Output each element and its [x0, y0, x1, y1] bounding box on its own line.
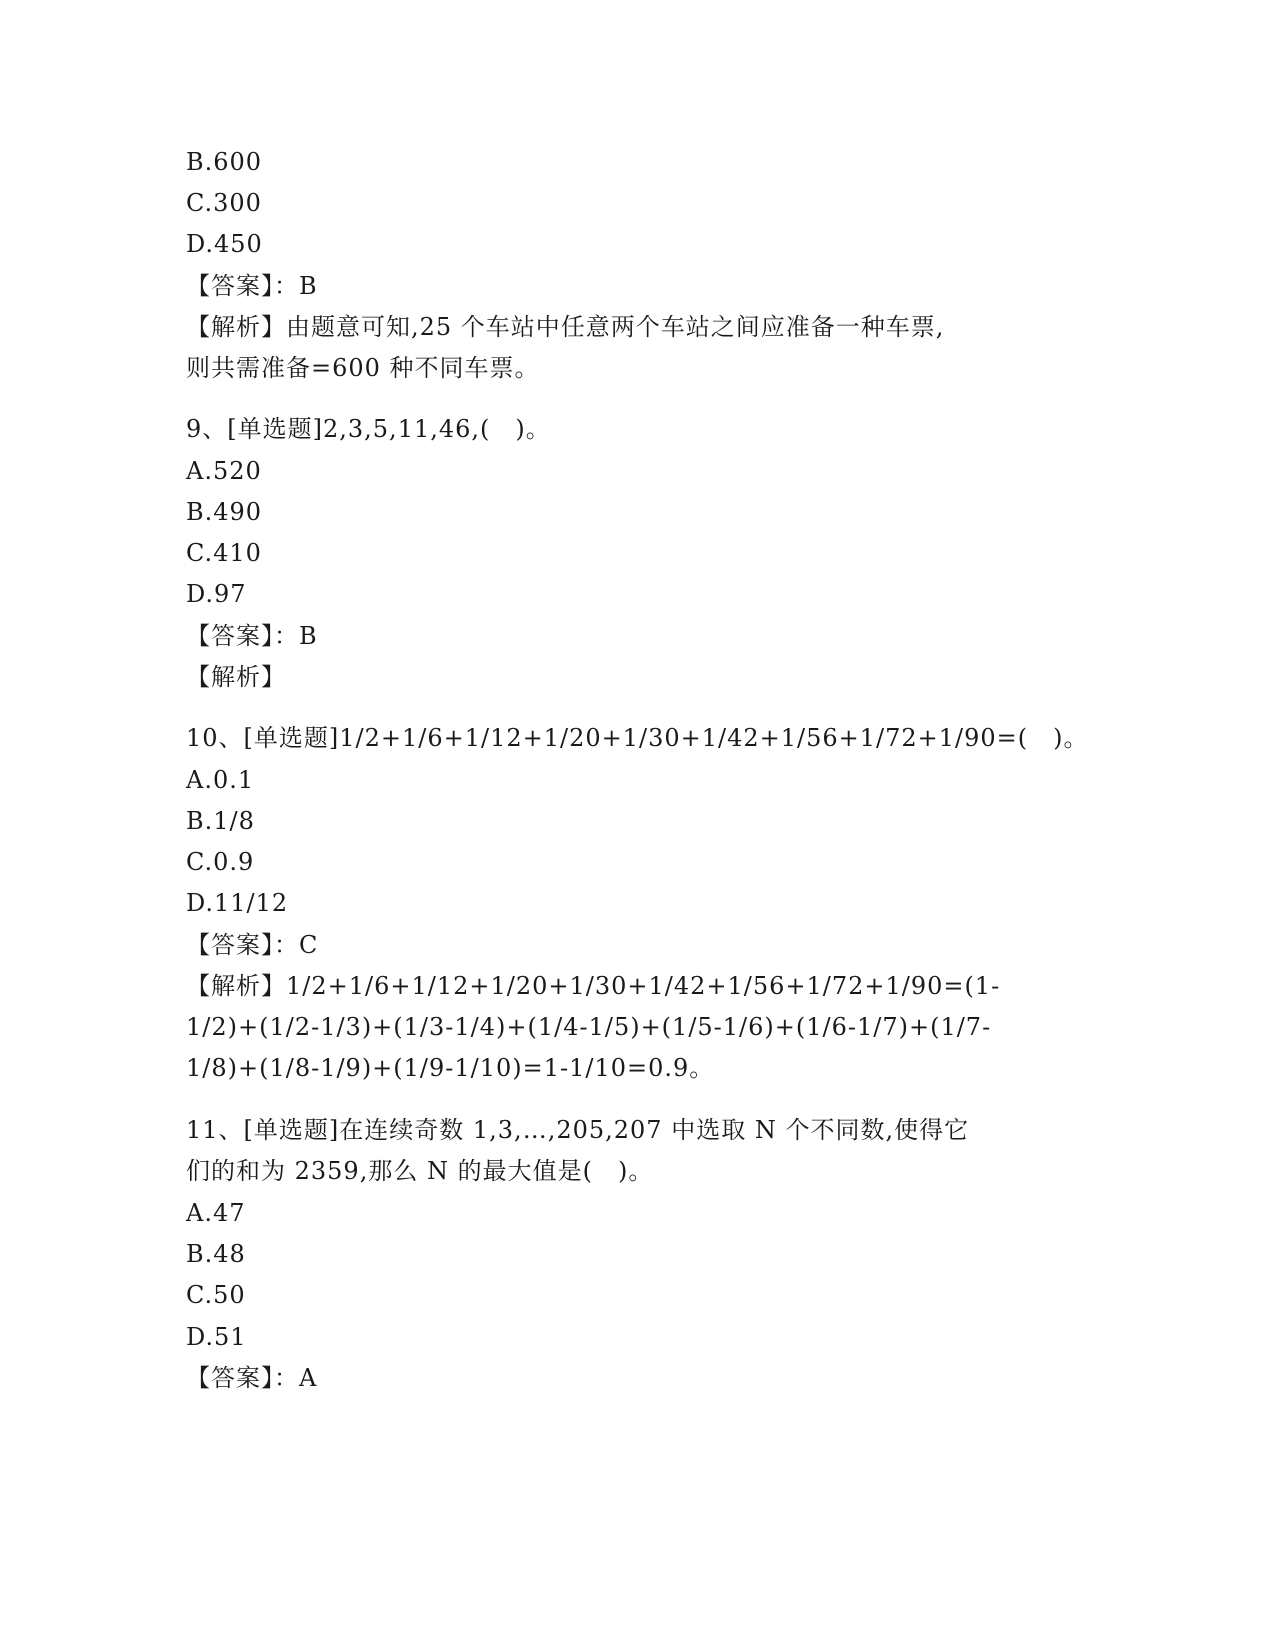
- option-c-q10: C.0.9: [186, 848, 255, 876]
- option-d-q8: D.450: [186, 230, 263, 258]
- option-b-q9: B.490: [186, 498, 263, 526]
- option-c-q11: C.50: [186, 1281, 246, 1309]
- analysis-q8-line2: 则共需准备=600 种不同车票。: [186, 354, 540, 382]
- option-a-q9: A.520: [186, 457, 262, 485]
- answer-q11: 【答案】：A: [186, 1364, 318, 1392]
- analysis-q10-line1: 【解析】1/2+1/6+1/12+1/20+1/30+1/42+1/56+1/72+1/90=(1-: [186, 972, 1001, 1000]
- option-d-q11: D.51: [186, 1323, 247, 1351]
- answer-q10: 【答案】：C: [186, 931, 319, 959]
- analysis-q8-line1: 【解析】由题意可知,25 个车站中任意两个车站之间应准备一种车票,: [186, 313, 945, 341]
- option-a-q11: A.47: [186, 1199, 246, 1227]
- analysis-q9: 【解析】: [186, 663, 286, 691]
- question-10: 10、[单选题]1/2+1/6+1/12+1/20+1/30+1/42+1/56+1/72+1/90=( )。: [186, 724, 1089, 752]
- question-11-line2: 们的和为 2359,那么 N 的最大值是( )。: [186, 1157, 654, 1185]
- option-b-q8: B.600: [186, 148, 263, 176]
- analysis-q10-line2: 1/2)+(1/2-1/3)+(1/3-1/4)+(1/4-1/5)+(1/5-1/6)+(1/6-1/7)+(1/7-: [186, 1013, 992, 1041]
- option-b-q11: B.48: [186, 1240, 246, 1268]
- option-a-q10: A.0.1: [186, 766, 255, 794]
- option-d-q9: D.97: [186, 580, 247, 608]
- option-d-q10: D.11/12: [186, 889, 289, 917]
- answer-q8: 【答案】：B: [186, 272, 318, 300]
- question-11-line1: 11、[单选题]在连续奇数 1,3,…,205,207 中选取 N 个不同数,使得它: [186, 1116, 970, 1144]
- analysis-q10-line3: 1/8)+(1/8-1/9)+(1/9-1/10)=1-1/10=0.9。: [186, 1054, 715, 1082]
- option-b-q10: B.1/8: [186, 807, 255, 835]
- option-c-q9: C.410: [186, 539, 262, 567]
- question-9: 9、[单选题]2,3,5,11,46,( )。: [186, 415, 551, 443]
- answer-q9: 【答案】：B: [186, 622, 318, 650]
- option-c-q8: C.300: [186, 189, 262, 217]
